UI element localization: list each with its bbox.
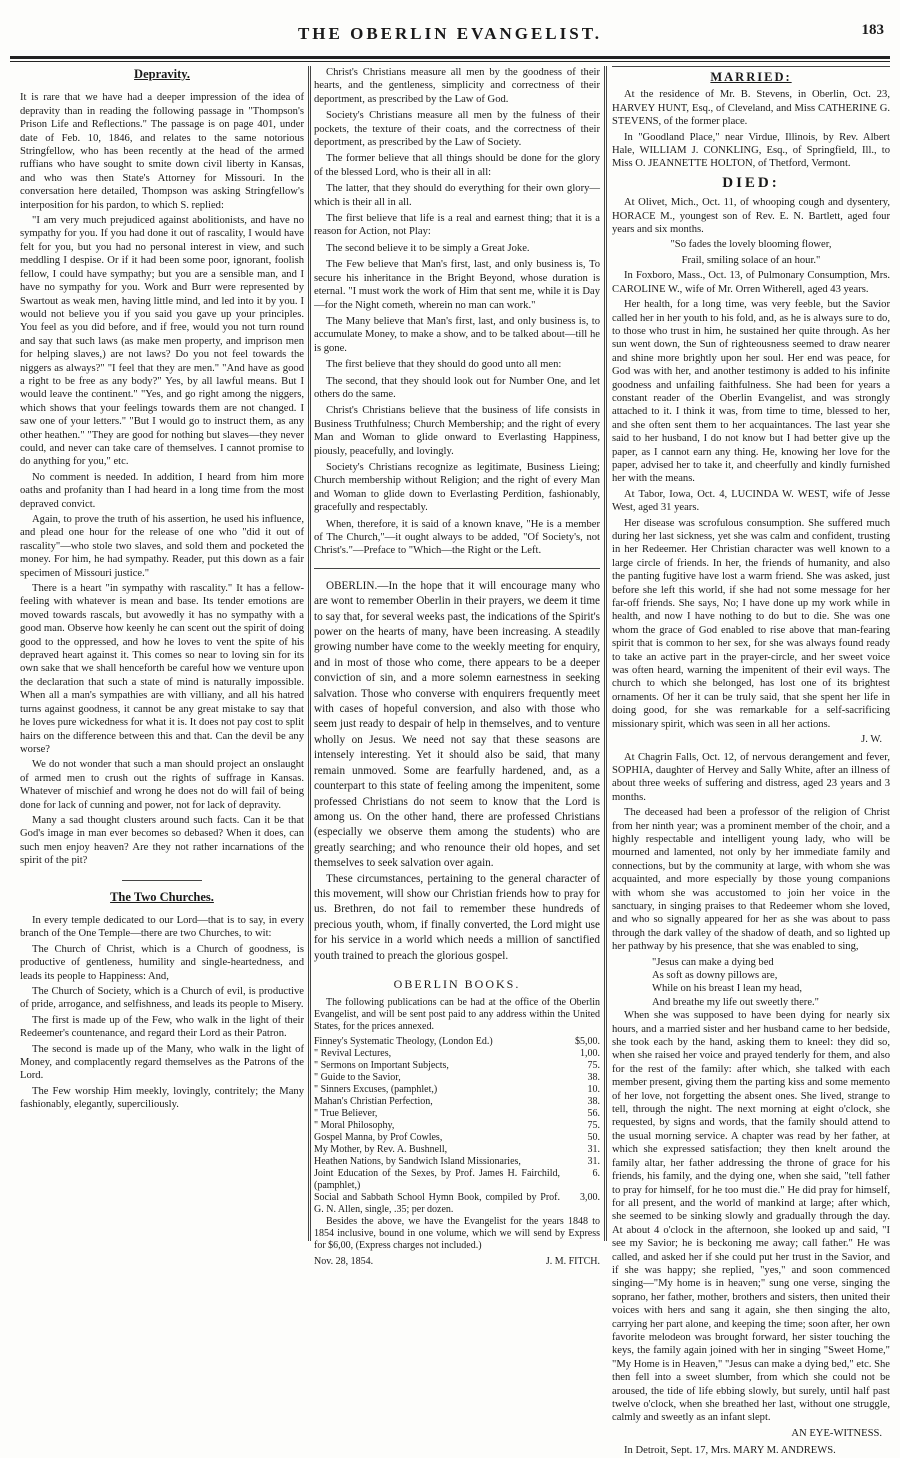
article-paragraph: The second believe it to be simply a Great Joke. [326, 242, 530, 254]
book-price: 10. [587, 1084, 600, 1096]
column-divider [308, 66, 309, 1241]
book-price: 38. [587, 1072, 600, 1084]
book-price: 56. [587, 1108, 600, 1120]
books-footnote: Besides the above, we have the Evangelist for the years 1848 to 1854 inclusive, bound in one volume, which we will send by Express for $6,00, (Express charges not included.) [314, 1216, 600, 1252]
book-row [314, 1096, 600, 1108]
books-intro: The following publications can be had at the office of the Oberlin Evangelist, and will be sent post paid to any address within the United States, for the prices annexed. [314, 997, 600, 1033]
book-price: $5,00. [575, 1036, 600, 1048]
article-paragraph: Many a sad thought clusters around such facts. Can it be that God's image in man ever becomes so debased? When it does, can such men enjoy heaven? Are they not rather incarnations of the spirit of the pit? [20, 814, 304, 867]
book-price: 38. [587, 1096, 600, 1108]
book-row [314, 1048, 600, 1060]
book-price: 6. [592, 1168, 600, 1180]
column-divider [606, 66, 607, 1241]
depravity-heading: Depravity. [134, 67, 190, 81]
book-price: 31. [587, 1156, 600, 1168]
notice-paragraph: When she was supposed to have been dying for nearly six hours, and a married sister and her husband came to her bedside, she took each by the hand, asking them to kneel: they did so, when she raised her voice and prayed tenderly for them, and also for the rest of the family: after which, she talked with each member present, giving them the parting kiss and some memento of her love, not forgetting the absent ones. She lived, strange to tell, through the night. The next morning at eight o'clock, she requested, by signs and words, that the family should attend to the usual morning service. A chapter was read by her father, at which she expressed satisfaction; they then knelt around the family altar, her father addressing the throne of grace for his friends, his family, and the dying one, when she said, "tell father to pray for himself, for he too must die." He did pray for himself, for all present, and the world of mankind at large; after which, she seemed to be sinking slowly and gradually through the day. At about 4 o'clock in the afternoon, she looked up and said, "I see my Savior; he is beckoning me away; call father." He was called, and asked her if she could put her trust in the Savior, and if she was happy; she replied, "yes," and soon commenced singing—"My home is in heaven;" sung one verse, singing the soprano, her father, mother, brothers and sisters, then united their voices with hers and sang it again, she then singing the alto, carrying her part alone, and keeping the time; soon after, her own favorite melodeon was brought forward, her sister touching the keys, the family again joined with her in singing "Sweet Home," "My Home is in Heaven," "Jesus can make a dying bed," etc. She then fell into a sweet slumber, from which she could not be aroused, the tide of life ebbing slowly, but surely, until half past twelve o'clock, when she breathed her last, without one struggle, calmly and sweetly as an infant slept. [612, 1010, 890, 1424]
verse-line: "So fades the lovely blooming flower, [670, 239, 832, 251]
books-footer [314, 1255, 600, 1268]
book-price: 31. [587, 1144, 600, 1156]
page-number: 183 [861, 22, 884, 38]
section-separator [122, 880, 202, 881]
books-date: Nov. 28, 1854. [314, 1256, 374, 1268]
article-paragraph: These circumstances, pertaining to the general character of this movement, will show our Christian friends how to pray for us. Brethren, do not fail to remember these hundreds of precious youth, whom, if finally converted, the Lord might use for his service in a world which needs a million of sanctified youth trained to preach the glorious gospel. [314, 872, 600, 962]
book-title: " True Believer, [314, 1108, 378, 1120]
notice-paragraph: At Olivet, Mich., Oct. 11, of whooping cough and dysentery, HORACE M., youngest son of Rev. E. N. Bartlett, aged four years and six months. [612, 197, 890, 236]
books-signer: J. M. FITCH. [545, 1256, 600, 1268]
article-paragraph: The second is made up of the Many, who walk in the light of Money, and complacently regard themselves as the Patrons of the Lord. [20, 1043, 304, 1082]
notice-paragraph: Her disease was scrofulous consumption. She suffered much during her last sickness, yet she was calm and confident, trusting in her Redeemer. Her Christian character was well known to a large circle of friends. In her, the friends of humanity, and also the panting fugitive have lost a warm friend. She was asked, just before she left this world, if she had not some message for her far-off friends. She says, No; I have done up my work while in health, and now I have nothing to do but to die. She was one whom the grace of God enabled to rise above that man-fearing spirit that is common to her sex, for she was always found ready to take an active part in the prayer-circle, and her sweet voice was often heard, warning the impenitent of their evil ways. The church to which she belonged, has lost one of its brightest ornaments. Of her it can be truly said, that she spent her life in doing good, for she was remarkable for a self-sacrificing missionary spirit, which was seen in all her actions. [612, 517, 890, 730]
article-paragraph: No comment is needed. In addition, I heard from him more oaths and profanity than I had heard in a long time from the most depraved convict. [20, 471, 304, 510]
column-1 [20, 66, 304, 1241]
book-row [314, 1144, 600, 1156]
book-title: My Mother, by Rev. A. Bushnell, [314, 1144, 448, 1156]
book-row [314, 1132, 600, 1144]
book-title: Joint Education of the Sexes, by Prof. James H. Fairchild, (pamphlet,) [314, 1168, 560, 1192]
article-paragraph: The latter, that they should do everything for their own glory—which is their all in all. [314, 183, 600, 208]
book-row [314, 1168, 600, 1192]
book-title: " Sinners Excuses, (pamphlet,) [314, 1084, 438, 1096]
book-title: Finney's Systematic Theology, (London Ed.) [314, 1036, 493, 1048]
signature: J. W. [861, 734, 882, 746]
article-paragraph: Society's Christians recognize as legitimate, Business Lieing; Church membership without Religion; and the right of every Man and Woman to glide down to Everlasting Perdition, fashionably, gracefully and respectably. [314, 461, 600, 514]
article-paragraph: Christ's Christians measure all men by the goodness of their hearts, and the gentleness, simplicity and correctness of their deportment, as prescribed by the Law of God. [314, 67, 600, 105]
section-separator [612, 66, 890, 67]
book-price: 50. [587, 1132, 600, 1144]
masthead [10, 10, 890, 52]
book-list [314, 1036, 600, 1216]
book-row [314, 1192, 600, 1216]
verse-line: While on his breast I lean my head, [652, 983, 803, 995]
book-row [314, 1108, 600, 1120]
article-paragraph: The Few worship Him meekly, lovingly, contritely; the Many fashionably, elegantly, superciliously. [20, 1085, 304, 1111]
article-paragraph: We do not wonder that such a man should project an onslaught of armed men to crush out the rights of suffrage in Kansas. Whatever of mischief and wrong he does not do will fail of being done for lack of cunning and power, not for lack of depravity. [20, 759, 304, 811]
article-paragraph: In every temple dedicated to our Lord—that is to say, in every branch of the One Temple—there are two Churches, to wit: [20, 914, 304, 940]
two-churches-heading: The Two Churches. [110, 889, 214, 904]
book-price: 3,00. [580, 1192, 600, 1204]
notice-paragraph: Her health, for a long time, was very feeble, but the Savior called her in her youth to his fold, and, as he is always sure to do, to those who trust in him, he sustained her quite through. As her sun went down, the Sun of righteousness seemed to draw nearer and shine more brightly upon her soul. Her end was peace, for God was with her, and another testimony is added to his infinite goodness and unfailing faithfulness. She had been for years a constant reader of the Oberlin Evangelist, and was strongly attached to it. I think it was, from time to time, blessed to her, and she often sent them to her acquaintances. The last year she said to her husband, I do not know but I had better give up the paper, as I cannot earn any thing. He, knowing her love for the paper, advised her to take it, and cheerfully and kindly furnished her with the means. [612, 299, 890, 485]
column-divider [604, 66, 605, 1241]
book-title: " Guide to the Savior, [314, 1072, 401, 1084]
oberlin-books-heading: OBERLIN BOOKS. [393, 976, 521, 991]
verse-line: As soft as downy pillows are, [652, 970, 778, 981]
married-heading: MARRIED: [710, 70, 792, 84]
article-paragraph: Christ's Christians believe that the business of life consists in Business Truthfulness; Church Membership; and the right of every Man and Woman to glide onward to Everlasting Happiness, piously, peacefully, and lovingly. [314, 405, 600, 457]
book-row [314, 1060, 600, 1072]
article-paragraph: Society's Christians measure all men by the fulness of their pockets, the texture of their coats, and the correctness of their deportment, as prescribed by the Law of Society. [314, 110, 600, 149]
book-title: Heathen Nations, by Sandwich Island Missionaries, [314, 1156, 521, 1168]
signature: AN EYE-WITNESS. [791, 1427, 882, 1439]
article-paragraph: There is a heart "in sympathy with rascality." It has a fellow-feeling with whatever is mean and base. Its tender emotions are moved towards rascals, but avowedly it has no sympathy with a good man. Observe how keenly he can scent out the spirit of doing good to the oppressed, and how he loves to vent the spite of his depraved heart against it. This comes so near to loving sin for its own sake that we shall henceforth be careful how we venture upon the declaration that such a state of mind is naturally impossible. When all a man's sympathies are with villiany, and all his hatred turns against goodness, it cannot be any great mistake to say that he loves pure wickedness for what it is. It does not pay cost to split hairs on the difference between this and that. Can the devil be any worse? [20, 583, 304, 755]
verse-line: And breathe my life out sweetly there." [652, 996, 820, 1008]
book-price: 75. [587, 1060, 600, 1072]
article-paragraph: The first is made up of the Few, who walk in the light of their Redeemer's countenance, and regard their Lord as their Patron. [20, 1014, 304, 1040]
book-row [314, 1120, 600, 1132]
book-row [314, 1156, 600, 1168]
book-title: Gospel Manna, by Prof Cowles, [314, 1132, 443, 1144]
book-title: " Moral Philosophy, [314, 1120, 395, 1132]
article-paragraph: The Many believe that Man's first, last, and only business is, to accumulate Money, to make a show, and to be talked about—till he is gone. [314, 315, 600, 354]
notice-paragraph: The deceased had been a professor of the religion of Christ from her ninth year; was a prominent member of the choir, and a highly respectable and intelligent young lady, who will be mourned and lamented, not only by her immediate family and connections, but by the community at large, with whom she was acquainted, and more especially by those young companions with whom she was accustomed to join her voice in the sanctuary, in singing praises to that Redeemer whom she loved, and who so signally appeared for her as she was about to pass through the dark valley of the shadow of death, and so lighted up her pathway by his presence, that she was enabled to sing, [612, 807, 890, 953]
book-title: " Revival Lectures, [314, 1048, 392, 1060]
header-rule-thin [10, 61, 890, 62]
notice-paragraph: In Foxboro, Mass., Oct. 13, of Pulmonary Consumption, Mrs. CAROLINE W., wife of Mr. Orren Witherell, aged 43 years. [612, 270, 890, 295]
article-paragraph: The second, that they should look out for Number One, and let others do the same. [314, 375, 600, 400]
article-paragraph: The Few believe that Man's first, last, and only business is, To secure his inheritance in the Bright Beyond, whose duration is eternal. "I must work the work of Him that sent me, while it is Day—for the Night cometh, wherein no man can work." [314, 259, 600, 311]
newspaper-title: THE OBERLIN EVANGELIST. [297, 24, 603, 43]
notice-paragraph: At Tabor, Iowa, Oct. 4, LUCINDA W. WEST, wife of Jesse West, aged 31 years. [612, 488, 890, 514]
died-heading: DIED: [722, 174, 780, 191]
oberlin-notice [314, 579, 600, 964]
notice-paragraph: At the residence of Mr. B. Stevens, in Oberlin, Oct. 23, HARVEY HUNT, Esq., of Cleveland, and Miss CATHERINE G. STEVENS, of the former place. [612, 89, 890, 128]
notice-paragraph: At Chagrin Falls, Oct. 12, of nervous derangement and fever, SOPHIA, daughter of Hervey and Sally White, after an illness of about three weeks of suffering and distress, aged 23 years and 3 months. [612, 751, 890, 803]
column-divider [310, 66, 311, 1241]
article-paragraph: The first believe that life is a real and earnest thing; that it is a reason for Action, not Play: [314, 213, 600, 238]
header-rule-thick [10, 56, 890, 59]
book-title: Social and Sabbath School Hymn Book, compiled by Prof. G. N. Allen, single, .35; per dozen. [314, 1192, 560, 1216]
book-title: " Sermons on Important Subjects, [314, 1060, 449, 1072]
column-2 [314, 66, 600, 1268]
article-paragraph: The Church of Christ, which is a Church of goodness, is productive of gentleness, humility and single-heartedness, and leads its people to Happiness: And, [20, 943, 304, 982]
article-paragraph: OBERLIN.—In the hope that it will encourage many who are wont to remember Oberlin in their prayers, we deem it time to say that, for several weeks past, the indications of the Spirit's power on the hearts of many, have been increasing. A steadily growing number have come to the weekly meeting for enquiry, and in most of those who come, there appears to be a deeper conviction of sin, and a more solemn earnestness in seeking salvation. Those who converse with enquirers frequently meet with cases of hopeful conversion, and also with those who seem just ready to despair of help in themselves, and to venture wholly on Jesus. We need not say that these seasons are intensely interesting. Yet it should also be said, that many remain unmoved. Some are fearfully hardened, and, as a counterpart to this state of feeling among the impenitent, some professed Christians do not seem to know that the Lord is among us. On the other hand, there are professed Christians (especially we observe them among the students) who are greatly searching; and who renounce their old hopes, and set themselves to seek salvation over again. [314, 579, 600, 870]
book-price: 75. [587, 1120, 600, 1132]
book-price: 1,00. [580, 1048, 600, 1060]
notice-paragraph: In "Goodland Place," near Virdue, Illinois, by Rev. Albert Hale, WILLIAM J. CONKLING, Esq., of Springfield, Ill., to Miss O. JEANNETTE HOLTON, of Thetford, Vermont. [612, 131, 890, 170]
article-paragraph: It is rare that we have had a deeper impression of the idea of depravity than in reading the following passage in "Thompson's Prison Life and Reflections." The passage is on page 401, under date of Feb. 10, 1846, and relates to the same notorious Stringfellow, who has been recently at the head of the armed ruffians who have sought to smite down civil liberty in Kansas, and who was then State's Attorney for Missouri. In the conversation here detailed, Thompson was asking Stringfellow's interposition for his pardon, to which S. replied: [20, 92, 304, 211]
article-paragraph: Again, to prove the truth of his assertion, he used his influence, and plead one hour for the release of one who "did it out of rascality"—who stole two slaves, and sold them and pocketed the money. For him, he had sympathy. Reader, put this down as a fair specimen of Missouri justice." [20, 514, 304, 579]
quote-paragraph: "I am very much prejudiced against abolitionists, and have no sympathy for you. If you had done it out of rascality, I would have felt for you, but you had no personal interest in view, and such meddling I despise. Or if it had been some poor, ignorant, foolish fellow, I could have sympathy; but you are a sensible man, and I have no sympathy for you. Work and Burr were represented by Swartout as weak men, having little mind, and led into it by you. I would not believe you if you said you gave up your principles. You feel as you did before, and if free, would you not turn round and say that such laws (as make men property, and imprison men for helping slaves,) are not laws? Do you not feel towards the niggers as always?" "I feel that they are men." "And have as good a right to be free as any body?" Yes, by all lawful means. But I would leave the continent." "Yes, and go right among the niggers, which shows that your feelings towards them are not changed. I saw one of your letters." "But I would go to instruct them, as any other heathen." "They are good for nothing but slaves—they never could, and never can take care of themselves. I cannot promise to do anything for you," etc. [20, 215, 304, 468]
book-row [314, 1084, 600, 1096]
section-separator [314, 568, 600, 569]
notice-paragraph: In Detroit, Sept. 17, Mrs. MARY M. ANDREWS. [624, 1445, 836, 1457]
column-3 [612, 66, 890, 1457]
book-row [314, 1072, 600, 1084]
verse-line: "Jesus can make a dying bed [652, 956, 774, 968]
article-paragraph: When, therefore, it is said of a known knave, "He is a member of The Church,"—it ought always to be added, "Of Society's, not Christ's."—Preface to "Which—the Right or the Left. [314, 518, 600, 557]
book-row [314, 1036, 600, 1048]
article-paragraph: The former believe that all things should be done for the glory of the blessed Lord, who is their all in all: [314, 153, 600, 178]
article-paragraph: The Church of Society, which is a Church of evil, is productive of pride, arrogance, and selfishness, and leads its people to Misery. [20, 986, 304, 1011]
article-paragraph: The first believe that they should do good unto all men: [326, 359, 562, 371]
book-title: Mahan's Christian Perfection, [314, 1096, 433, 1108]
verse-line: Frail, smiling solace of an hour." [681, 254, 821, 266]
